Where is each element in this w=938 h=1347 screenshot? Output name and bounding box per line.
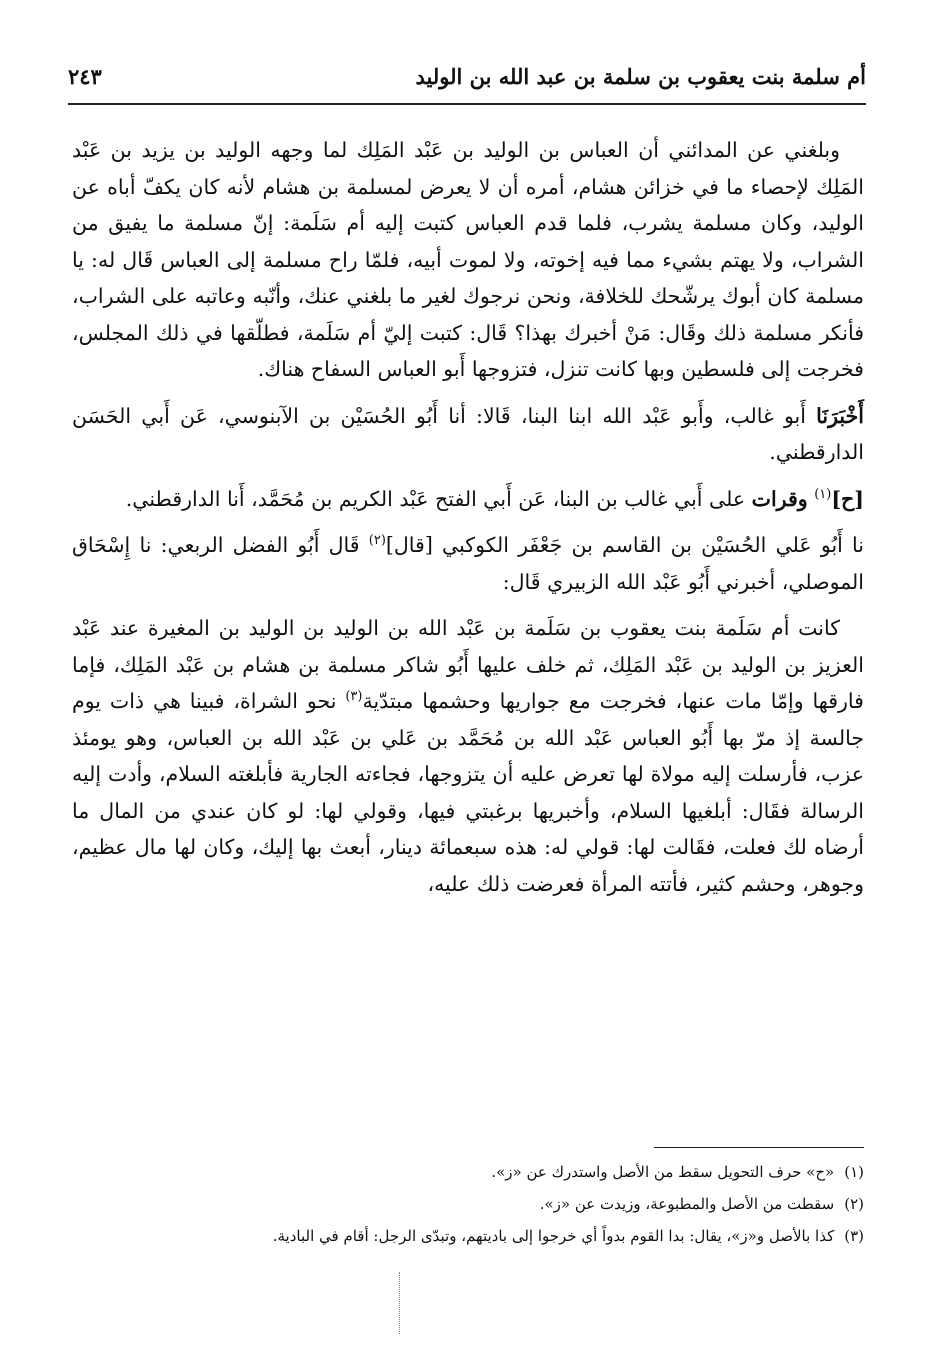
paragraph-gap xyxy=(72,517,864,527)
paragraph-3-text: على أَبي غالب بن البنا، عَن أَبي الفتح عَبْد الكريم بن مُحَمَّد، أَنا الدارقطني. xyxy=(125,486,746,511)
footnote-item xyxy=(72,1156,864,1188)
paragraph-gap xyxy=(72,388,864,398)
footnote-ref-1: (١) xyxy=(814,486,832,502)
header-divider xyxy=(68,103,866,105)
footnotes xyxy=(72,1156,864,1252)
paragraph-3-bold: وقرات xyxy=(751,486,808,511)
paragraph-2-text: أَبو غالب، وأَبو عَبْد الله ابنا البنا، قَالا: أنا أَبُو الحُسَيْن بن الآبنوسي، عَن أَبي الحَسَن الدارقطني. xyxy=(72,403,864,464)
paragraph-3-lead: [ح] xyxy=(831,486,864,511)
page-header xyxy=(68,58,866,102)
footnote-ref-2: (٢) xyxy=(368,533,386,549)
paragraph-1: وبلغني عن المدائني أن العباس بن الوليد بن عَبْد المَلِك لما وجهه الوليد بن يزيد بن عَبْد المَلِك لإحصاء ما في خزائن هشام، أمره أن لا يعرض لمسلمة بن هشام لأنه كان يكفّ أباه عن الوليد، وكان مسلمة يشرب، فلما قدم العباس كتبت إليه أم سَلَمة: إنّ مسلمة ما يفيق من الشراب، ولا يهتم بشيء مما فيه إخوته، ولا لموت أبيه، فلمّا راح مسلمة إلى العباس قَال له: يا مسلمة كان أبوك يرشّحك للخلافة، ونحن نرجوك لغير ما بلغني عنك، وأنّبه وعاتبه على الشراب، فأنكر مسلمة ذلك وقَال: مَنْ أخبرك بهذا؟ قَال: كتبت إليّ أم سَلَمة، فطلّقها في ذلك المجلس، فخرجت إلى فلسطين وبها كانت تنزل، فتزوجها أَبو العباس السفاح هناك. xyxy=(72,138,864,381)
footnote-text: سقطت من الأصل والمطبوعة، وزيدت عن «ز». xyxy=(539,1195,835,1213)
footnote-item xyxy=(72,1220,864,1252)
paragraph-5-text-b: نحو الشراة، فبينا هي ذات يوم جالسة إذ مرّ بها أَبُو العباس عَبْد الله بن مُحَمَّد بن عَلي بن عَبْد الله بن العباس، وهو يومئذ عزب، فأرسلت إليه مولاة لها تعرض عليه أن يتزوجها، فجاءته الجارية فأبلغته السلام، وأدت إليه الرسالة فقَال: أبلغيها السلام، وأخبريها برغبتي فيها، وقولي لها: لو كان عندي من المال ما أرضاه لك فعلت، فقَالت لها: قولي له: هذه سبعمائة دينار، أبعث بها إليك، وكان لها مال عظيم، وجوهر، وحشم كثير، فأتته المرأة فعرضت ذلك عليه، xyxy=(72,689,864,896)
paragraph-gap xyxy=(72,471,864,481)
footnote-divider xyxy=(654,1147,864,1148)
paragraph-4-text-a: نا أَبُو عَلي الحُسَيْن بن القاسم بن جَعْفَر الكوكبي [قال] xyxy=(385,533,864,557)
scan-artifact-line xyxy=(399,1272,400,1334)
paragraph-2-lead: أَخْبَرَنَا xyxy=(816,403,864,428)
paragraph-5-text-a: كانت أم سَلَمة بنت يعقوب بن سَلَمة بن عَبْد الله بن الوليد بن الوليد بن المغيرة عند عَبْد العزيز بن الوليد بن عَبْد المَلِك، ثم خلف عليها أَبُو شاكر مسلمة بن هشام بن عَبْد المَلِك، فإما فارقها وإمّا مات عنها، فخرجت مع جواريها وحشمها مبتدّية xyxy=(72,616,865,713)
paragraph-3 xyxy=(72,481,864,518)
main-text xyxy=(72,132,864,902)
footnote-number: (٣) xyxy=(844,1227,864,1245)
page-number: ٢٤٣ xyxy=(68,64,102,89)
footnote-text: «ح» حرف التحويل سقط من الأصل واستدرك عن «ز». xyxy=(491,1163,835,1181)
footnote-text: كذا بالأصل و«ز»، يقال: بدا القوم بدواً أي خرجوا إلى باديتهم، وتبدّى الرجل: أقام في البادية. xyxy=(272,1227,835,1245)
footnote-ref-3: (٣) xyxy=(345,689,363,705)
paragraph-gap xyxy=(72,600,864,610)
paragraph-2 xyxy=(72,398,864,471)
footnote-number: (١) xyxy=(844,1163,864,1181)
paragraph-4-text-b: قَال أَبُو الفضل الربعي: نا إِسْحَاق الموصلي، أخبرني أَبُو عَبْد الله الزبيري قَال: xyxy=(72,533,864,594)
footnote-item xyxy=(72,1188,864,1220)
paragraph-5 xyxy=(72,610,864,902)
paragraph-4 xyxy=(72,527,864,600)
running-title: أم سلمة بنت يعقوب بن سلمة بن عبد الله بن الوليد xyxy=(415,64,866,89)
footnote-number: (٢) xyxy=(844,1195,864,1213)
